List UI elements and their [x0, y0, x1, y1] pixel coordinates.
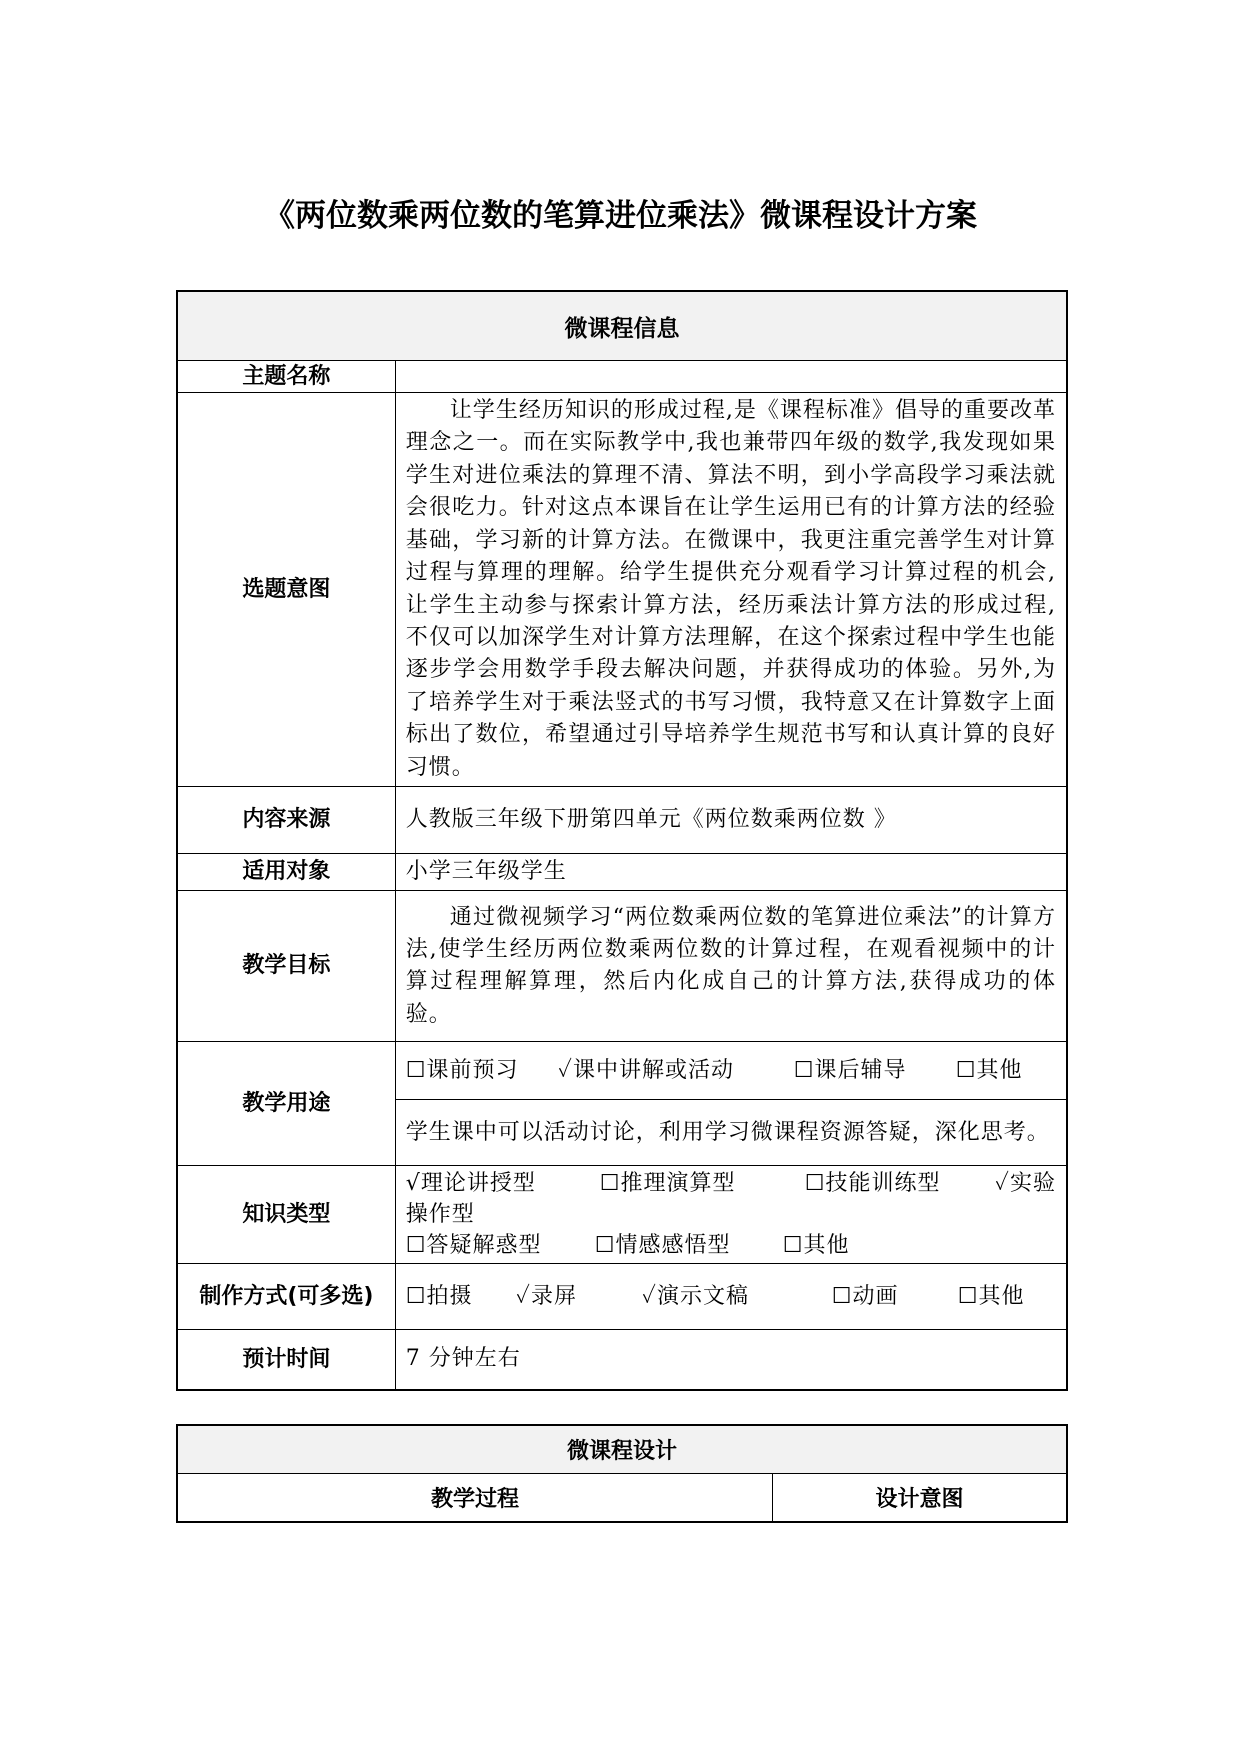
document-title: 《两位数乘两位数的笔算进位乘法》微课程设计方案: [264, 198, 977, 234]
info-table-header: 微课程信息: [177, 291, 1067, 361]
production-options: [395, 1264, 1067, 1330]
topic-name-value: [395, 361, 1067, 393]
production-option-other: ☐其他: [957, 1283, 1025, 1309]
source-label: 内容来源: [177, 787, 395, 854]
knowledge-options: [395, 1166, 1067, 1264]
duration-value: 7 分钟左右: [395, 1330, 1067, 1390]
audience-label: 适用对象: [177, 854, 395, 891]
knowledge-option-skill: ☐技能训练型: [804, 1171, 941, 1197]
topic-name-label: 主题名称: [177, 361, 395, 393]
knowledge-option-qa: ☐答疑解惑型: [405, 1233, 542, 1259]
usage-option-in-class: ✓课中讲解或活动: [557, 1057, 734, 1083]
production-option-animation: ☐动画: [831, 1283, 899, 1309]
design-intent-header: 设计意图: [773, 1474, 1068, 1523]
knowledge-option-other: ☐其他: [782, 1233, 850, 1259]
audience-value: 小学三年级学生: [395, 854, 1067, 891]
course-design-table: [176, 1424, 1068, 1523]
goal-cell: [395, 891, 1067, 1042]
production-label: 制作方式(可多选): [177, 1264, 395, 1330]
goal-text: 通过微视频学习“两位数乘两位数的笔算进位乘法”的计算方法,使学生经历两位数乘两位数的计算过程，在观看视频中的计算过程理解算理，然后内化成自己的计算方法,获得成功的体验。: [405, 904, 1056, 1027]
production-option-slides: ✓演示文稿: [641, 1283, 749, 1309]
production-option-screen-record: ✓录屏: [515, 1283, 577, 1309]
knowledge-option-experiment: ✓实验: [994, 1171, 1056, 1197]
knowledge-option-emotion: ☐情感感悟型: [594, 1233, 731, 1259]
usage-option-after-class: ☐课后辅导: [793, 1057, 907, 1083]
knowledge-label: 知识类型: [177, 1166, 395, 1264]
intent-text: 让学生经历知识的形成过程,是《课程标准》倡导的重要改革理念之一。而在实际教学中,我也兼带四年级的数学,我发现如果学生对进位乘法的算理不清、算法不明，到小学高段学习乘法就会很吃力。针对这点本课旨在让学生运用已有的计算方法的经验基础，学习新的计算方法。在微课中，我更注重完善学生对计算过程与算理的理解。给学生提供充分观看学习计算过程的机会,让学生主动参与探索计算方法，经历乘法计算方法的形成过程,不仅可以加深学生对计算方法理解，在这个探索过程中学生也能逐步学会用数学手段去解决问题，并获得成功的体验。另外,为了培养学生对于乘法竖式的书写习惯，我特意又在计算数字上面标出了数位，希望通过引导培养学生规范书写和认真计算的良好习惯。: [405, 398, 1056, 780]
usage-label: 教学用途: [177, 1042, 395, 1166]
goal-label: 教学目标: [177, 891, 395, 1042]
knowledge-option-theory: √理论讲授型: [405, 1171, 536, 1197]
usage-options: [395, 1042, 1067, 1100]
usage-option-other: ☐其他: [955, 1057, 1023, 1083]
teaching-process-header: 教学过程: [177, 1474, 773, 1523]
source-value: 人教版三年级下册第四单元《两位数乘两位数 》: [395, 787, 1067, 854]
production-option-filming: ☐拍摄: [405, 1283, 473, 1309]
knowledge-option-experiment-cont: 操作型: [405, 1202, 475, 1228]
usage-option-preview: ☐课前预习: [405, 1057, 519, 1083]
knowledge-option-reasoning: ☐推理演算型: [599, 1171, 736, 1197]
duration-label: 预计时间: [177, 1330, 395, 1390]
intent-label: 选题意图: [177, 393, 395, 787]
usage-note: 学生课中可以活动讨论，利用学习微课程资源答疑，深化思考。: [395, 1100, 1067, 1166]
intent-cell: [395, 393, 1067, 787]
design-table-header: 微课程设计: [177, 1425, 1067, 1474]
course-info-table: [176, 290, 1068, 1391]
